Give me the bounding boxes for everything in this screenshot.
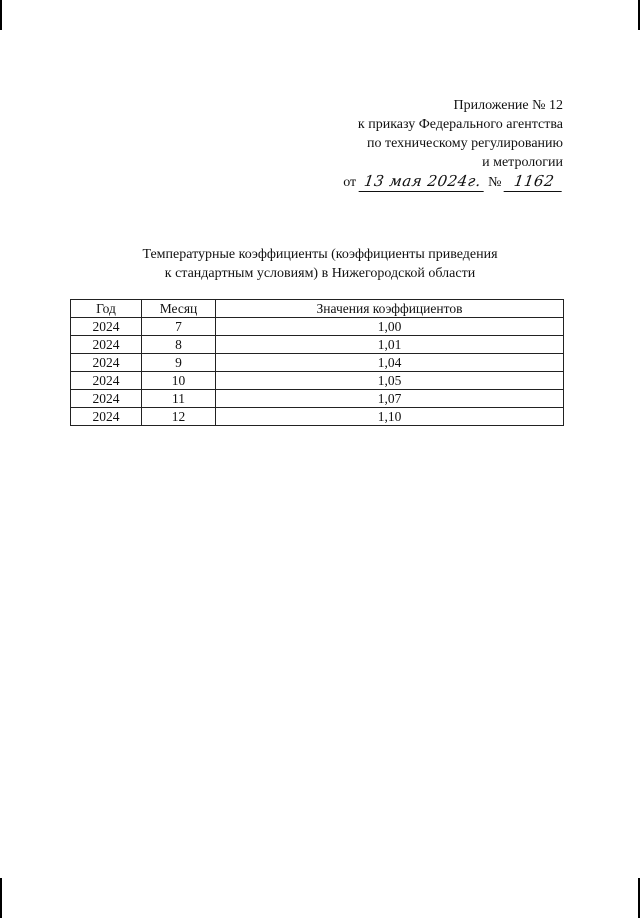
- cell-month: 9: [142, 354, 216, 372]
- order-number-label: №: [488, 175, 502, 190]
- order-from-label: от: [343, 175, 357, 190]
- cell-coefficient: 1,07: [216, 390, 564, 408]
- cell-month: 8: [142, 336, 216, 354]
- cell-year: 2024: [71, 408, 142, 426]
- appendix-line: и метрологии: [482, 155, 563, 170]
- column-header-coefficient: Значения коэффициентов: [216, 300, 564, 318]
- table-row: [71, 408, 564, 426]
- table-header-row: [71, 300, 564, 318]
- cell-coefficient: 1,01: [216, 336, 564, 354]
- appendix-header: [303, 96, 563, 172]
- appendix-line: Приложение № 12: [453, 98, 563, 113]
- title-line-2: к стандартным условиям) в Нижегородской области: [164, 266, 476, 281]
- table-row: [71, 318, 564, 336]
- appendix-line: к приказу Федерального агентства: [357, 117, 563, 132]
- column-header-month: Месяц: [142, 300, 216, 318]
- cell-year: 2024: [71, 318, 142, 336]
- title-line-1: Температурные коэффициенты (коэффициенты приведения: [142, 247, 498, 262]
- cell-month: 11: [142, 390, 216, 408]
- cell-year: 2024: [71, 336, 142, 354]
- order-reference: [343, 172, 563, 192]
- appendix-line: по техническому регулированию: [366, 136, 563, 151]
- cell-month: 7: [142, 318, 216, 336]
- cell-year: 2024: [71, 390, 142, 408]
- cell-coefficient: 1,10: [216, 408, 564, 426]
- cell-month: 10: [142, 372, 216, 390]
- cell-coefficient: 1,05: [216, 372, 564, 390]
- document-title: [70, 245, 570, 283]
- table-row: [71, 372, 564, 390]
- cell-coefficient: 1,00: [216, 318, 564, 336]
- column-header-year: Год: [71, 300, 142, 318]
- table-row: [71, 336, 564, 354]
- table-row: [71, 354, 564, 372]
- table-row: [71, 390, 564, 408]
- order-number-handwritten: 1162: [504, 172, 565, 192]
- scan-border-mark: [0, 0, 2, 30]
- order-date-handwritten: 13 мая 2024г.: [358, 172, 486, 192]
- coefficients-table: [70, 299, 564, 426]
- cell-year: 2024: [71, 354, 142, 372]
- cell-month: 12: [142, 408, 216, 426]
- cell-year: 2024: [71, 372, 142, 390]
- scan-border-mark: [0, 878, 2, 918]
- cell-coefficient: 1,04: [216, 354, 564, 372]
